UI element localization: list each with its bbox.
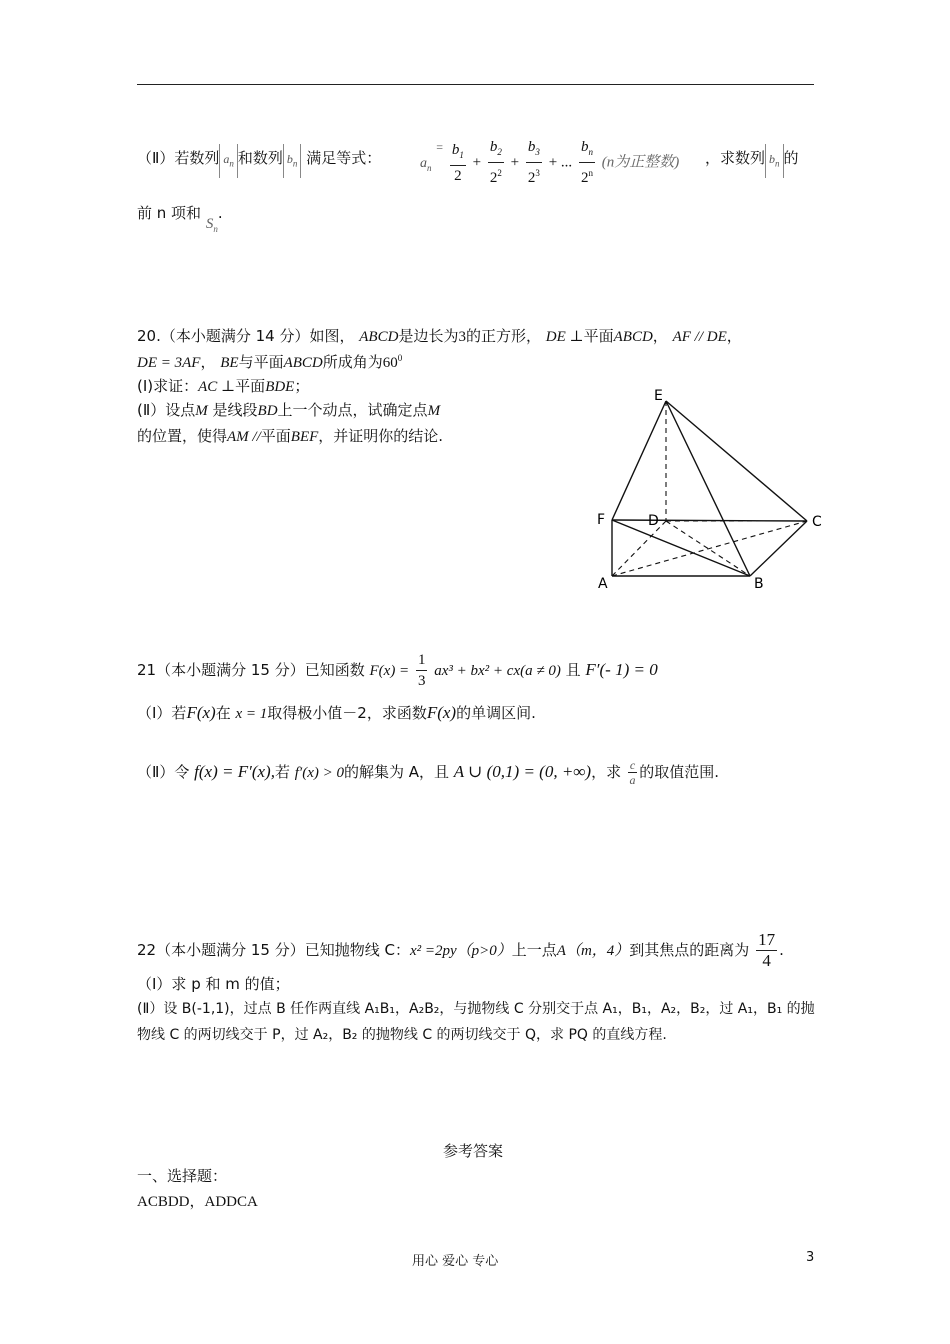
q19-ask: ，求数列 $b_n$ 的 [705,143,799,178]
eq-lhs: $a_n$ [420,155,432,173]
seventeen-fourths: $\frac{17}{4}$ [758,930,776,970]
sn-symbol: $S_n$ [205,216,218,234]
q20-part2-line2: 的位置，使得AM //平面BEF，并证明你的结论. [137,427,444,445]
edge-ec [666,401,807,521]
term-n: $\frac{b_n}{2^n}$ [580,139,593,186]
edge-eb [666,401,750,576]
term-2: $\frac{b_2}{2^2}$ [489,139,502,186]
page-number: 3 [806,1250,815,1265]
q20-part2-line1: (Ⅱ）设点M 是线段BD上一个动点，试确定点M [137,401,441,419]
q19-equation: $a_n$ = $\frac{b_1}{2}$ + $\frac{b_2}{2^2}$ + $\frac{b_3}{2^3}$ + ... $\frac{b_n}{2^n}$ (n为正整数) [420,139,680,186]
q19-part2-line1: （Ⅱ）若数列 $a_n$ 和数列 $b_n$ 满足等式： [137,143,381,178]
label-c: C [812,514,822,530]
edge-ef [612,401,666,520]
label-a: A [598,576,608,592]
label-f: F [597,512,606,528]
label-e: E [654,388,663,404]
q22-line1: 22（本小题满分 15 分）已知抛物线 C：x² =2py（p>0）上一点A（m，4）到其焦点的距离为 $\frac{17}{4}$ . [137,930,784,970]
q20-part1: (Ⅰ)求证：AC ⊥平面BDE； [137,377,310,395]
label-d: D [648,513,659,529]
label-b: B [754,576,764,592]
q22-part1: （Ⅰ）求 p 和 m 的值； [137,975,290,993]
footer-slogan: 用心 爱心 专心 [412,1254,499,1269]
edge-fb [612,520,750,576]
geometry-figure [590,380,830,595]
seq-b-set: $b_n$ [283,144,302,178]
header-rule [137,84,814,85]
one-third-fraction: $\frac{1}{3}$ [417,652,426,689]
q19-line2: 前 n 项和 $S_n$. [137,204,223,234]
term-1: $\frac{b_1}{2}$ [451,141,464,184]
q21-part1: （Ⅰ）若F(x)在 x = 1取得极小值－2，求函数F(x)的单调区间. [137,703,536,722]
seq-b-set-2: $b_n$ [765,144,784,178]
q20-line2: DE = 3AF， BE与平面ABCD所成角为$60^0$ [137,353,403,371]
q21-part2: （Ⅱ）令 f(x) = F′(x),若 f′(x) > 0的解集为 A，且 A ∪ (0,1) = (0, +∞)，求 $\frac{c}{a}$ 的取值范围. [137,758,719,787]
q20-line1: 20.（本小题满分 14 分）如图， ABCD是边长为3的正方形， DE ⊥平面ABCD， AF // DE， [137,327,742,345]
q22-part2-line1: (Ⅱ）设 B(-1,1)，过点 B 任作两直线 A₁B₁，A₂B₂，与抛物线 C 分别交于点 A₁，B₁，A₂，B₂，过 A₁，B₁ 的抛 [137,1001,815,1017]
answers-section-1: 一、选择题： [137,1167,228,1185]
seq-a-set: $a_n$ [219,144,238,178]
q22-part2-line2: 物线 C 的两切线交于 P，过 A₂，B₂ 的抛物线 C 的两切线交于 Q，求 PQ 的直线方程. [137,1027,667,1043]
answers-title: 参考答案 [443,1142,504,1160]
c-over-a-fraction: $\frac{c}{a}$ [629,758,636,787]
answers-choices: ACBDD，ADDCA [137,1194,258,1210]
q21-line1: 21（本小题满分 15 分）已知函数 F(x) = $\frac{1}{3}$ ax³ + bx² + cx(a ≠ 0) 且 F′(- 1) = 0 [137,652,658,689]
term-3: $\frac{b_3}{2^3}$ [527,139,540,186]
edge-da [612,521,666,576]
